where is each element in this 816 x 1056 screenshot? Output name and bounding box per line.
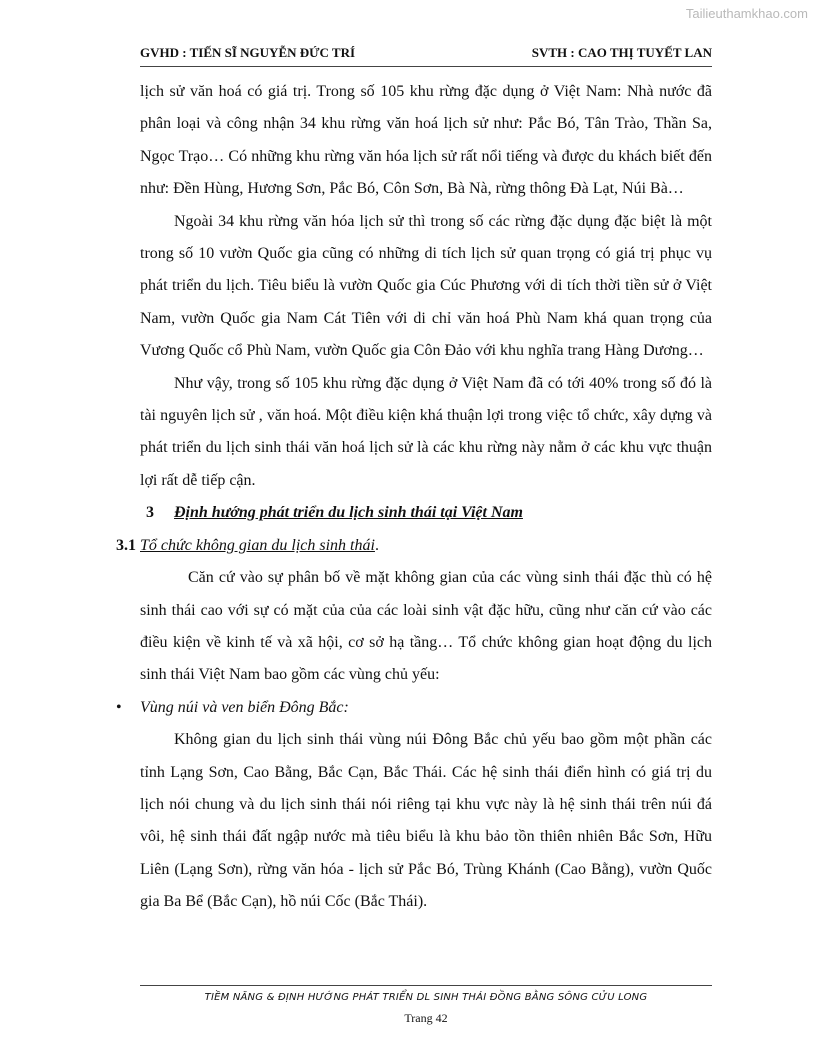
section-title: Định hướng phát triển du lịch sinh thái tại Việt Nam <box>174 504 523 522</box>
paragraph-1: lịch sử văn hoá có giá trị. Trong số 105 khu rừng đặc dụng ở Việt Nam: Nhà nước đã phân loại và công nhận 34 khu rừng văn hoá lịch sử như: Pắc Bó, Tân Trào, Thần Sa, Ngọc Trạo… Có những khu rừng văn hóa lịch sử rất nổi tiếng và được du khách biết đến như: Đền Hùng, Hương Sơn, Pắc Bó, Côn Sơn, Bà Nà, rừng thông Đà Lạt, Núi Bà… <box>140 83 712 198</box>
paragraph-4: Căn cứ vào sự phân bố về mặt không gian của các vùng sinh thái đặc thù có hệ sinh thái cao với sự có mặt của của các loài sinh vật đặc hữu, cũng như căn cứ vào các điều kiện về kinh tế và xã hội, cơ sở hạ tầng… Tổ chức không gian hoạt động du lịch sinh thái Việt Nam bao gồm các vùng chủ yếu: <box>140 569 712 684</box>
page-header <box>140 45 712 61</box>
header-instructor: GVHD : TIẾN SĨ NGUYỄN ĐỨC TRÍ <box>140 45 356 60</box>
paragraph-3: Như vậy, trong số 105 khu rừng đặc dụng ở Việt Nam đã có tới 40% trong số đó là tài nguyên lịch sử , văn hoá. Một điều kiện khá thuận lợi trong việc tổ chức, xây dựng và phát triển du lịch sinh thái văn hoá lịch sử là các khu rừng này nằm ở các khu vực thuận lợi rất dễ tiếp cận. <box>140 374 712 489</box>
footer-divider <box>140 985 712 986</box>
section-number: 3 <box>146 504 154 522</box>
subsection-title: Tổ chức không gian du lịch sinh thái <box>140 536 375 554</box>
bullet-item <box>116 692 712 724</box>
page-number: Trang 42 <box>404 1011 448 1025</box>
header-divider <box>140 66 712 67</box>
header-student: SVTH : CAO THỊ TUYẾT LAN <box>531 45 712 60</box>
subsection-number: 3.1 <box>116 536 136 554</box>
paragraph-5: Không gian du lịch sinh thái vùng núi Đông Bắc chủ yếu bao gồm một phần các tỉnh Lạng Sơn, Cao Bằng, Bắc Cạn, Bắc Thái. Các hệ sinh thái điển hình có giá trị du lịch nói chung và du lịch sinh thái nói riêng tại khu vực này là hệ sinh thái trên núi đá vôi, hệ sinh thái đất ngập nước mà tiêu biểu là khu bảo tồn thiên nhiên Bắc Sơn, Hữu Liên (Lạng Sơn), rừng văn hóa - lịch sử Pắc Bó, Trùng Khánh (Cao Bằng), vườn Quốc gia Ba Bể (Bắc Cạn), hồ núi Cốc (Bắc Thái). <box>140 731 712 911</box>
footer-title: TIỀM NĂNG & ĐỊNH HƯỚNG PHÁT TRIỂN DL SINH THÁI ĐỒNG BẰNG SÔNG CỬU LONG <box>204 992 648 1003</box>
bullet-icon: • <box>116 698 122 716</box>
bullet-text: Vùng núi và ven biển Đông Bắc: <box>140 698 349 716</box>
section-heading-3 <box>140 497 712 529</box>
subsection-title-end: . <box>374 536 379 554</box>
watermark: Tailieuthamkhao.com <box>685 6 808 21</box>
subsection-heading-3-1 <box>116 530 712 562</box>
page-body <box>116 76 712 919</box>
paragraph-2: Ngoài 34 khu rừng văn hóa lịch sử thì trong số các rừng đặc dụng đặc biệt là một trong số 10 vườn Quốc gia cũng có những di tích lịch sử quan trọng có giá trị phục vụ phát triển du lịch. Tiêu biểu là vườn Quốc gia Cúc Phương với di tích thời tiền sử ở Việt Nam, vườn Quốc gia Nam Cát Tiên với di chỉ văn hoá Phù Nam khá quan trọng của Vương Quốc cổ Phù Nam, vườn Quốc gia Côn Đảo với khu nghĩa trang Hàng Dương… <box>140 212 712 360</box>
